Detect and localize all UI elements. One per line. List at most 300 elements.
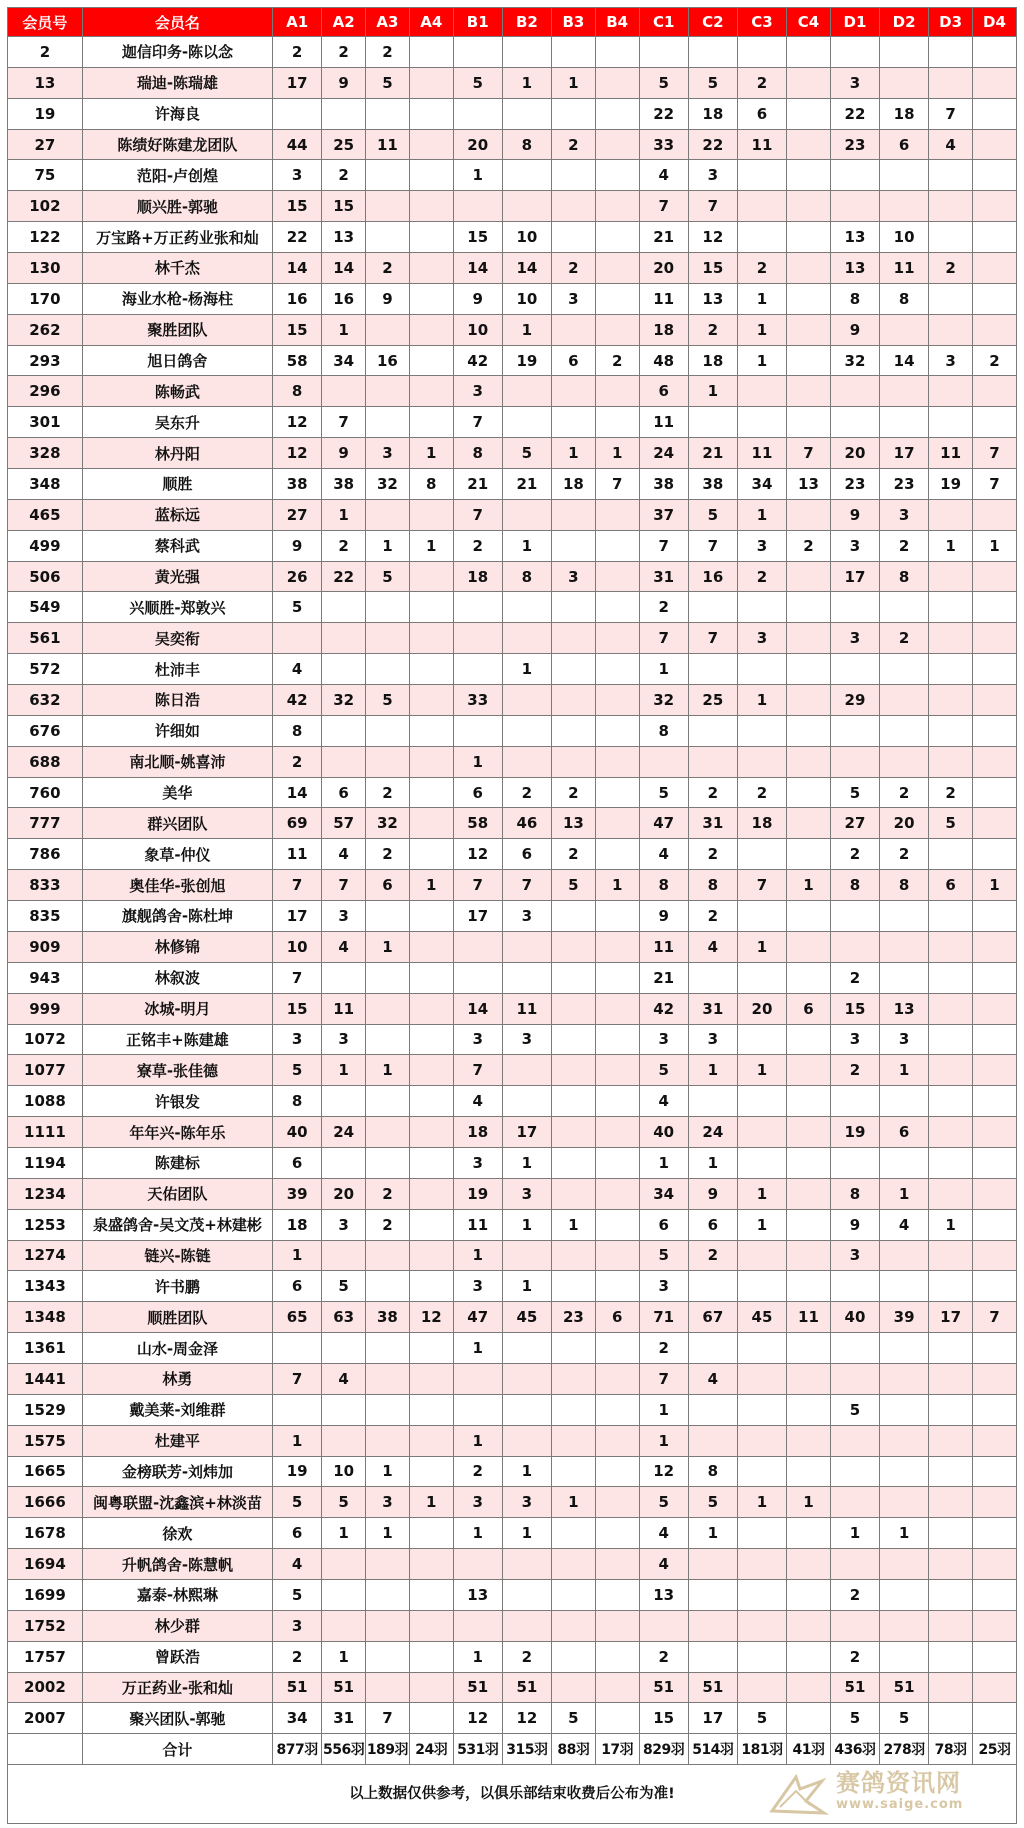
- count-cell: 24: [322, 1117, 366, 1148]
- member-name-cell: 南北顺-姚喜沛: [82, 746, 272, 777]
- count-cell: [830, 1487, 879, 1518]
- count-cell: 5: [639, 777, 688, 808]
- count-cell: [973, 37, 1017, 68]
- total-value-cell: 436羽: [830, 1734, 879, 1765]
- count-cell: [595, 376, 639, 407]
- count-cell: [737, 1425, 786, 1456]
- count-cell: 15: [453, 222, 502, 253]
- count-cell: 18: [639, 314, 688, 345]
- count-cell: [973, 191, 1017, 222]
- count-cell: [595, 1394, 639, 1425]
- count-cell: [453, 623, 502, 654]
- count-cell: 16: [366, 345, 410, 376]
- count-cell: [787, 1240, 831, 1271]
- count-cell: [688, 746, 737, 777]
- count-cell: [366, 1672, 410, 1703]
- count-cell: [973, 407, 1017, 438]
- count-cell: [787, 1333, 831, 1364]
- count-cell: [409, 1055, 453, 1086]
- count-cell: 4: [322, 1363, 366, 1394]
- count-cell: 6: [273, 1147, 322, 1178]
- member-id-cell: 2: [8, 37, 83, 68]
- count-cell: 2: [830, 962, 879, 993]
- count-cell: 9: [639, 901, 688, 932]
- count-cell: 3: [453, 376, 502, 407]
- count-cell: [787, 222, 831, 253]
- count-cell: [929, 1579, 973, 1610]
- count-cell: 17: [688, 1703, 737, 1734]
- count-cell: 1: [502, 1518, 551, 1549]
- count-cell: 2: [880, 777, 929, 808]
- count-cell: 3: [322, 901, 366, 932]
- count-cell: [737, 1363, 786, 1394]
- total-value-cell: 25羽: [973, 1734, 1017, 1765]
- count-cell: 7: [453, 407, 502, 438]
- count-cell: 1: [453, 1641, 502, 1672]
- count-cell: [551, 530, 595, 561]
- count-cell: 14: [453, 993, 502, 1024]
- count-cell: 16: [322, 283, 366, 314]
- member-name-cell: 陈日浩: [82, 685, 272, 716]
- total-value-cell: 17羽: [595, 1734, 639, 1765]
- count-cell: [366, 376, 410, 407]
- total-value-cell: 315羽: [502, 1734, 551, 1765]
- count-cell: [830, 1425, 879, 1456]
- count-cell: [409, 808, 453, 839]
- count-cell: 2: [737, 253, 786, 284]
- count-cell: [409, 1117, 453, 1148]
- member-name-cell: 升帆鸽舍-陈慧帆: [82, 1549, 272, 1580]
- count-cell: 4: [639, 1086, 688, 1117]
- member-id-cell: 2007: [8, 1703, 83, 1734]
- count-cell: [973, 561, 1017, 592]
- count-cell: 7: [273, 962, 322, 993]
- count-cell: [502, 746, 551, 777]
- count-cell: [551, 1641, 595, 1672]
- table-row: [8, 654, 1017, 685]
- count-cell: 1: [409, 870, 453, 901]
- count-cell: [929, 839, 973, 870]
- member-name-cell: 奥佳华-张创旭: [82, 870, 272, 901]
- count-cell: [787, 808, 831, 839]
- count-cell: [409, 160, 453, 191]
- count-cell: 3: [830, 1024, 879, 1055]
- count-cell: 18: [551, 469, 595, 500]
- table-body: [8, 37, 1017, 1734]
- count-cell: [973, 1703, 1017, 1734]
- count-cell: [880, 746, 929, 777]
- count-cell: 20: [639, 253, 688, 284]
- member-name-cell: 群兴团队: [82, 808, 272, 839]
- count-cell: [322, 1579, 366, 1610]
- count-cell: 2: [322, 530, 366, 561]
- count-cell: [366, 1271, 410, 1302]
- total-value-cell: 531羽: [453, 1734, 502, 1765]
- count-cell: [409, 314, 453, 345]
- count-cell: 17: [502, 1117, 551, 1148]
- count-cell: [880, 1549, 929, 1580]
- count-cell: [409, 746, 453, 777]
- member-id-cell: 1077: [8, 1055, 83, 1086]
- count-cell: [929, 931, 973, 962]
- table-row: [8, 499, 1017, 530]
- count-cell: 23: [551, 1302, 595, 1333]
- count-cell: 12: [453, 839, 502, 870]
- count-cell: [551, 37, 595, 68]
- count-cell: 1: [973, 530, 1017, 561]
- count-cell: [973, 222, 1017, 253]
- count-cell: 3: [639, 1024, 688, 1055]
- count-cell: 22: [688, 129, 737, 160]
- member-name-cell: 曾跃浩: [82, 1641, 272, 1672]
- count-cell: [551, 592, 595, 623]
- count-cell: [502, 1240, 551, 1271]
- count-cell: 3: [929, 345, 973, 376]
- count-cell: 5: [688, 499, 737, 530]
- count-cell: 1: [453, 1518, 502, 1549]
- count-cell: [322, 1240, 366, 1271]
- member-name-cell: 聚兴团队-郭驰: [82, 1703, 272, 1734]
- count-cell: 38: [322, 469, 366, 500]
- count-cell: [830, 1333, 879, 1364]
- count-cell: [929, 1024, 973, 1055]
- count-cell: [929, 1333, 973, 1364]
- count-cell: [929, 191, 973, 222]
- member-name-cell: 陈建标: [82, 1147, 272, 1178]
- table-row: [8, 901, 1017, 932]
- count-cell: 47: [453, 1302, 502, 1333]
- count-cell: [551, 1147, 595, 1178]
- count-cell: [830, 1271, 879, 1302]
- count-cell: 3: [366, 1487, 410, 1518]
- count-cell: 1: [639, 1394, 688, 1425]
- member-name-cell: 顺兴胜-郭驰: [82, 191, 272, 222]
- count-cell: 27: [830, 808, 879, 839]
- member-id-cell: 296: [8, 376, 83, 407]
- count-cell: [595, 37, 639, 68]
- count-cell: [737, 839, 786, 870]
- count-cell: 5: [688, 67, 737, 98]
- count-cell: [929, 1487, 973, 1518]
- count-cell: 15: [830, 993, 879, 1024]
- count-cell: [787, 685, 831, 716]
- count-cell: [929, 1394, 973, 1425]
- count-cell: [322, 654, 366, 685]
- member-name-cell: 顺胜: [82, 469, 272, 500]
- count-cell: [595, 499, 639, 530]
- count-cell: [409, 777, 453, 808]
- count-cell: [929, 222, 973, 253]
- count-cell: [551, 931, 595, 962]
- count-cell: 3: [688, 1024, 737, 1055]
- count-cell: [595, 1703, 639, 1734]
- count-cell: 11: [737, 438, 786, 469]
- member-id-cell: 301: [8, 407, 83, 438]
- count-cell: 5: [322, 1271, 366, 1302]
- count-cell: [737, 1518, 786, 1549]
- member-name-cell: 许海良: [82, 98, 272, 129]
- count-cell: 6: [453, 777, 502, 808]
- count-cell: 7: [595, 469, 639, 500]
- count-cell: [929, 623, 973, 654]
- count-cell: 39: [273, 1178, 322, 1209]
- count-cell: [366, 1240, 410, 1271]
- count-cell: [929, 1610, 973, 1641]
- table-row: [8, 314, 1017, 345]
- count-cell: 51: [502, 1672, 551, 1703]
- count-cell: 18: [688, 345, 737, 376]
- count-cell: [502, 1549, 551, 1580]
- count-cell: 14: [273, 777, 322, 808]
- count-cell: 8: [639, 715, 688, 746]
- count-cell: [409, 1086, 453, 1117]
- count-cell: 3: [880, 1024, 929, 1055]
- count-cell: 6: [737, 98, 786, 129]
- count-cell: [688, 592, 737, 623]
- header-c2: C2: [688, 8, 737, 37]
- count-cell: 2: [737, 561, 786, 592]
- count-cell: 2: [639, 1333, 688, 1364]
- count-cell: 21: [688, 438, 737, 469]
- count-cell: 21: [639, 222, 688, 253]
- member-id-cell: 909: [8, 931, 83, 962]
- count-cell: [880, 1363, 929, 1394]
- count-cell: [322, 1086, 366, 1117]
- count-cell: 13: [688, 283, 737, 314]
- count-cell: [409, 376, 453, 407]
- count-cell: 17: [880, 438, 929, 469]
- table-row: [8, 993, 1017, 1024]
- count-cell: 2: [551, 839, 595, 870]
- count-cell: 8: [880, 870, 929, 901]
- member-id-cell: 465: [8, 499, 83, 530]
- member-id-cell: 999: [8, 993, 83, 1024]
- count-cell: 6: [880, 129, 929, 160]
- count-cell: 13: [322, 222, 366, 253]
- member-name-cell: 林丹阳: [82, 438, 272, 469]
- count-cell: 18: [453, 1117, 502, 1148]
- member-name-cell: 杜建平: [82, 1425, 272, 1456]
- count-cell: [595, 685, 639, 716]
- member-id-cell: 1348: [8, 1302, 83, 1333]
- count-cell: 51: [273, 1672, 322, 1703]
- count-cell: [595, 901, 639, 932]
- count-cell: 8: [273, 715, 322, 746]
- count-cell: [929, 1641, 973, 1672]
- count-cell: 42: [453, 345, 502, 376]
- count-cell: 2: [502, 777, 551, 808]
- count-cell: [830, 191, 879, 222]
- count-cell: 1: [322, 499, 366, 530]
- count-cell: 5: [366, 685, 410, 716]
- count-cell: [929, 962, 973, 993]
- count-cell: [880, 962, 929, 993]
- count-cell: [973, 129, 1017, 160]
- count-cell: [453, 592, 502, 623]
- count-cell: [787, 1518, 831, 1549]
- count-cell: 1: [551, 1487, 595, 1518]
- count-cell: 22: [639, 98, 688, 129]
- count-cell: 8: [880, 283, 929, 314]
- count-cell: 29: [830, 685, 879, 716]
- count-cell: [973, 839, 1017, 870]
- count-cell: 3: [737, 530, 786, 561]
- count-cell: 8: [273, 1086, 322, 1117]
- count-cell: [409, 1610, 453, 1641]
- table-row: [8, 715, 1017, 746]
- count-cell: [929, 561, 973, 592]
- count-cell: [551, 746, 595, 777]
- count-cell: [595, 530, 639, 561]
- table-row: [8, 561, 1017, 592]
- count-cell: 1: [322, 1055, 366, 1086]
- count-cell: 10: [502, 283, 551, 314]
- count-cell: 4: [880, 1209, 929, 1240]
- count-cell: 1: [787, 870, 831, 901]
- table-row: [8, 746, 1017, 777]
- count-cell: 8: [639, 870, 688, 901]
- count-cell: [453, 98, 502, 129]
- count-cell: [322, 746, 366, 777]
- count-cell: [737, 1610, 786, 1641]
- member-id-cell: 632: [8, 685, 83, 716]
- count-cell: 23: [830, 469, 879, 500]
- count-cell: [830, 1549, 879, 1580]
- count-cell: [551, 98, 595, 129]
- count-cell: [880, 160, 929, 191]
- count-cell: 2: [366, 839, 410, 870]
- count-cell: 20: [322, 1178, 366, 1209]
- member-id-cell: 506: [8, 561, 83, 592]
- count-cell: [595, 808, 639, 839]
- count-cell: [973, 746, 1017, 777]
- member-name-cell: 旗舰鸽舍-陈杜坤: [82, 901, 272, 932]
- page: [7, 7, 1017, 1824]
- table-row: [8, 777, 1017, 808]
- count-cell: [595, 1024, 639, 1055]
- member-id-cell: 1665: [8, 1456, 83, 1487]
- count-cell: 24: [639, 438, 688, 469]
- count-cell: [929, 160, 973, 191]
- count-cell: 2: [830, 1055, 879, 1086]
- count-cell: [929, 283, 973, 314]
- member-id-cell: 760: [8, 777, 83, 808]
- count-cell: 2: [688, 1240, 737, 1271]
- count-cell: 3: [453, 1271, 502, 1302]
- count-cell: 6: [273, 1518, 322, 1549]
- count-cell: [551, 993, 595, 1024]
- count-cell: 58: [453, 808, 502, 839]
- count-cell: [973, 1240, 1017, 1271]
- count-cell: [830, 931, 879, 962]
- count-cell: 34: [639, 1178, 688, 1209]
- count-cell: [502, 407, 551, 438]
- count-cell: [973, 592, 1017, 623]
- count-cell: 7: [273, 1363, 322, 1394]
- count-cell: [787, 1209, 831, 1240]
- count-cell: 8: [830, 283, 879, 314]
- count-cell: [973, 1610, 1017, 1641]
- count-cell: 4: [639, 160, 688, 191]
- count-cell: [880, 1425, 929, 1456]
- count-cell: [787, 1425, 831, 1456]
- count-cell: [787, 746, 831, 777]
- count-cell: 6: [366, 870, 410, 901]
- count-cell: [688, 1549, 737, 1580]
- count-cell: [787, 1579, 831, 1610]
- count-cell: 2: [366, 253, 410, 284]
- disclaimer-text: 以上数据仅供参考，以俱乐部结束收费后公布为准!: [349, 1786, 675, 1803]
- count-cell: 1: [595, 870, 639, 901]
- count-cell: [787, 1549, 831, 1580]
- member-id-cell: 688: [8, 746, 83, 777]
- count-cell: 1: [551, 1209, 595, 1240]
- count-cell: 13: [551, 808, 595, 839]
- count-cell: [409, 931, 453, 962]
- table-row: [8, 469, 1017, 500]
- count-cell: 5: [322, 1487, 366, 1518]
- count-cell: [409, 1271, 453, 1302]
- count-cell: 2: [595, 345, 639, 376]
- count-cell: [366, 1425, 410, 1456]
- count-cell: [737, 1549, 786, 1580]
- count-cell: [688, 1425, 737, 1456]
- count-cell: 2: [688, 314, 737, 345]
- count-cell: 1: [830, 1518, 879, 1549]
- member-id-cell: 13: [8, 67, 83, 98]
- count-cell: [551, 376, 595, 407]
- count-cell: [595, 1055, 639, 1086]
- count-cell: [453, 654, 502, 685]
- count-cell: 1: [273, 1240, 322, 1271]
- count-cell: [322, 1610, 366, 1641]
- count-cell: 9: [453, 283, 502, 314]
- count-cell: [366, 1641, 410, 1672]
- table-row: [8, 376, 1017, 407]
- count-cell: [502, 1425, 551, 1456]
- table-row: [8, 129, 1017, 160]
- count-cell: [929, 746, 973, 777]
- count-cell: [595, 931, 639, 962]
- count-cell: [973, 685, 1017, 716]
- count-cell: 2: [929, 777, 973, 808]
- count-cell: 1: [973, 870, 1017, 901]
- member-name-cell: 许银发: [82, 1086, 272, 1117]
- total-value-cell: 556羽: [322, 1734, 366, 1765]
- count-cell: [366, 1024, 410, 1055]
- count-cell: 8: [273, 376, 322, 407]
- count-cell: [973, 98, 1017, 129]
- count-cell: 5: [273, 592, 322, 623]
- count-cell: [366, 1086, 410, 1117]
- count-cell: 22: [322, 561, 366, 592]
- count-cell: 8: [880, 561, 929, 592]
- count-cell: [595, 1579, 639, 1610]
- member-name-cell: 陈绩好陈建龙团队: [82, 129, 272, 160]
- member-id-cell: 122: [8, 222, 83, 253]
- count-cell: [366, 993, 410, 1024]
- count-cell: [595, 253, 639, 284]
- count-cell: [322, 1394, 366, 1425]
- count-cell: 21: [639, 962, 688, 993]
- table-row: [8, 438, 1017, 469]
- count-cell: [787, 839, 831, 870]
- count-cell: 2: [639, 592, 688, 623]
- count-cell: 2: [453, 1456, 502, 1487]
- count-cell: [880, 685, 929, 716]
- count-cell: [409, 1456, 453, 1487]
- count-cell: [409, 191, 453, 222]
